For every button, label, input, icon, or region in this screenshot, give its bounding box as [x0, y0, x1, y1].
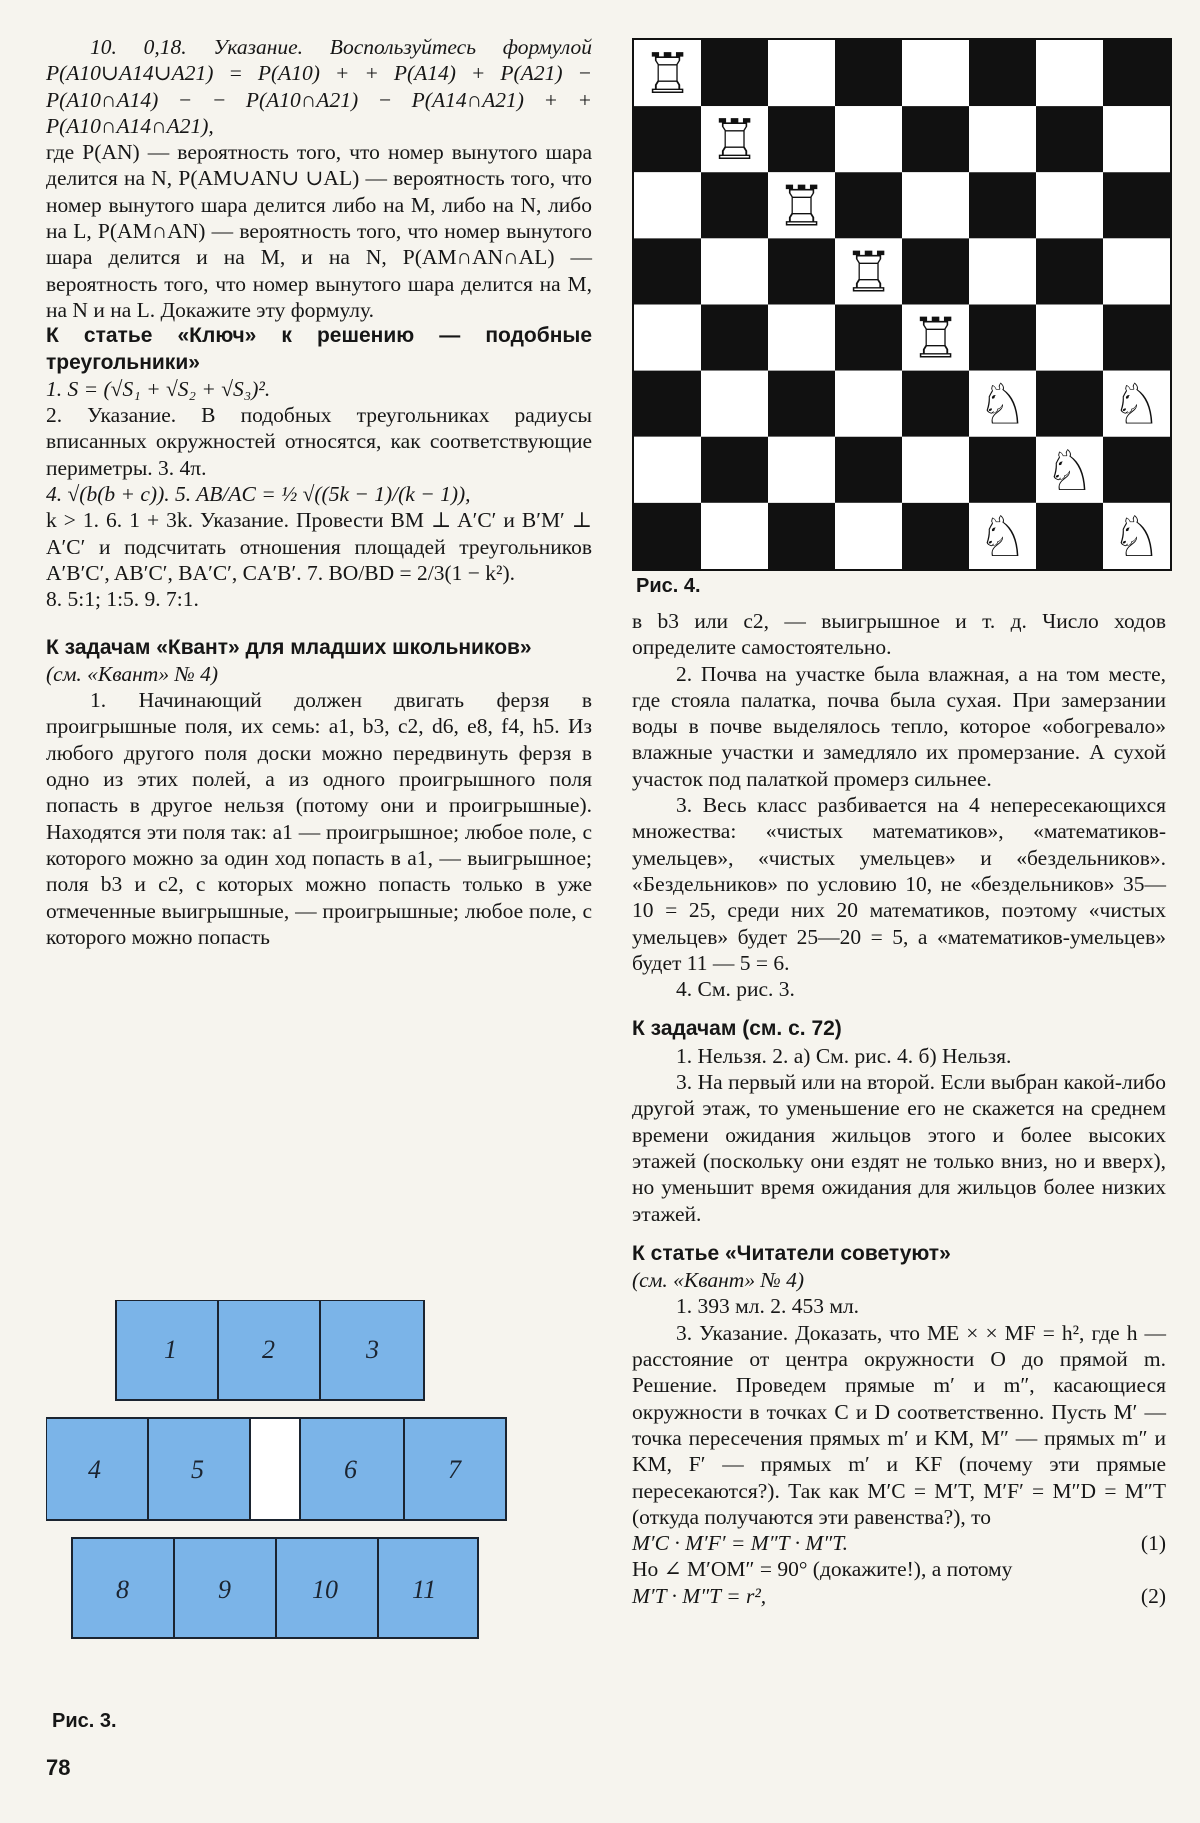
- board-square: [701, 172, 768, 238]
- cell-label-2: 2: [262, 1335, 275, 1364]
- answers-volumes: 1. 393 мл. 2. 453 мл.: [676, 1294, 860, 1319]
- cell-label-11: 11: [412, 1575, 437, 1604]
- board-square: [835, 106, 902, 172]
- board-square: [1036, 106, 1103, 172]
- section-heading-key: К статье «Ключ» к решению — подобные треугольники»: [46, 324, 592, 374]
- board-square: [835, 371, 902, 437]
- board-square: [701, 437, 768, 503]
- rook-icon: ♖: [709, 108, 760, 174]
- kvant-reference-2: (см. «Квант» № 4): [632, 1268, 805, 1293]
- board-square: [1036, 503, 1103, 569]
- board-square: [634, 437, 701, 503]
- board-square: [634, 305, 701, 371]
- board-square: [835, 503, 902, 569]
- cell-label-4: 4: [88, 1455, 101, 1484]
- queen-problem-solution: 1. Начинающий должен двигать ферзя в проигрышные поля, их семь: a1, b3, c2, d6, e8, f4, h5. Из любого другого поля доски можно передвинуть ферзя в одно из этих полей, а из одного проигрышного поля попасть в другое нельзя (потому они и проигрышные). Находятся эти поля так: a1 — проигрышное; любое поле, с которого можно за один ход попасть в a1, — выигрышное; поля b3 и c2, с которых можно попасть только в уже отмеченные выигрышные, — проигрышные; любое поле, с которого можно попасть: [46, 688, 592, 949]
- chessboard-figure: [632, 38, 1172, 571]
- board-square: [768, 437, 835, 503]
- answer-10: 10. 0,18. Указание. Воспользуйтесь формулой P(A10∪A14∪A21) = P(A10) + + P(A14) + P(A21) − P(A10∩A14) − − P(A10∩A21) − P(A14∩A21) + + P(A10∩A14∩A21),: [46, 35, 592, 138]
- equation-2-number: (2): [1140, 1583, 1166, 1608]
- answer-soil: 2. Почва на участке была влажная, а на том месте, где стояла палатка, почва была сухая. При замерзании воды в почве выделялось тепло, которое «обогревало» влажные участки и замедляло их промерзание. А сухой участок под палаткой промерз сильнее.: [632, 661, 1166, 791]
- board-square: [634, 238, 701, 304]
- equation-1-text: M′C · M′F′ = M″T · M″T.: [632, 1531, 848, 1556]
- cell-label-7: 7: [448, 1455, 461, 1484]
- knight-icon: ♘: [977, 372, 1028, 438]
- cell-label-10: 10: [312, 1575, 338, 1604]
- rook-icon: ♖: [776, 174, 827, 240]
- formula-explanation: где P(AN) — вероятность того, что номер вынутого шара делится на N, P(AM∪AN∪ ∪AL) — вероятность того, что номер вынутого шара делится либо на M, либо на N, либо на L, P(AM∩AN) — вероятность того, что номер вынутого шара делится и на M, и на N, P(AM∩AN∩AL) — вероятность того, что номер вынутого шара делится на M, на N и на L. Докажите эту формулу.: [46, 140, 592, 322]
- right-column: [632, 576, 1166, 1609]
- cell-label-1: 1: [164, 1335, 177, 1364]
- equation-2-text: M′T · M″T = r²,: [632, 1583, 767, 1608]
- figure-3-diagram: [46, 1300, 592, 1660]
- geometry-solution: 3. Указание. Доказать, что ME × × MF = h², где h — расстояние от центра окружности O до прямой m. Решение. Проведем прямые m′ и m″, касающиеся окружности в точках C и D соответственно. Пусть M′ — точка пересечения прямых m′ и KM, M″ — прямых m″ и KM, F′ — прямых m′ и KF (почему эти прямые пересекаются?). Так как M′C = M′T, M′F′ = M″D = M″T (откуда получаются эти равенства?), то: [632, 1320, 1166, 1529]
- figure-4-caption: Рис. 4.: [636, 575, 701, 597]
- board-square: [634, 371, 701, 437]
- rook-icon: ♖: [642, 42, 693, 108]
- left-column: [46, 34, 592, 950]
- board-square: [969, 40, 1036, 106]
- board-square: [701, 371, 768, 437]
- board-square: [1103, 305, 1170, 371]
- board-square: [1036, 371, 1103, 437]
- board-square: [969, 437, 1036, 503]
- board-square: [969, 305, 1036, 371]
- kvant-reference: (см. «Квант» № 4): [46, 661, 219, 686]
- answer-class-sets: 3. Весь класс разбивается на 4 непересекающихся множества: «чистых математиков», «математиков-умельцев», «чистых умельцев» и «бездельников». «Бездельников» по условию 10, не «бездельников» 35—10 = 25, среди них 20 математиков, поэтому «чистых умельцев» будет 25—20 = 5, а «математиков-умельцев» будет 11 — 5 = 6.: [632, 793, 1166, 975]
- board-square: [634, 172, 701, 238]
- board-square: [1103, 106, 1170, 172]
- board-square: [768, 305, 835, 371]
- rook-icon: ♖: [910, 306, 961, 372]
- knight-icon: ♘: [1044, 438, 1095, 504]
- board-square: [768, 238, 835, 304]
- knight-icon: ♘: [1111, 372, 1162, 438]
- board-square: [902, 437, 969, 503]
- cell-label-5: 5: [191, 1455, 204, 1484]
- rook-icon: ♖: [843, 240, 894, 306]
- answers-1-2: 1. Нельзя. 2. а) См. рис. 4. б) Нельзя.: [676, 1043, 1012, 1068]
- board-square: [969, 106, 1036, 172]
- board-square: [902, 172, 969, 238]
- board-square: [835, 305, 902, 371]
- cell-label-6: 6: [344, 1455, 357, 1484]
- knight-icon: ♘: [977, 504, 1028, 570]
- angle-statement: Но ∠ M′OM″ = 90° (докажите!), а потому: [632, 1557, 1013, 1582]
- section-heading-problems-p72: К задачам (см. с. 72): [632, 1017, 842, 1041]
- board-square: [835, 437, 902, 503]
- section-heading-kvant-junior: К задачам «Квант» для младших школьников»: [46, 635, 532, 659]
- board-square: [634, 106, 701, 172]
- board-square: [1103, 40, 1170, 106]
- board-square: [1103, 437, 1170, 503]
- board-square: [969, 172, 1036, 238]
- board-square: [1036, 172, 1103, 238]
- board-square: [969, 238, 1036, 304]
- board-square: [701, 503, 768, 569]
- board-square: [768, 371, 835, 437]
- board-square: [902, 503, 969, 569]
- answers-2-3: 2. Указание. В подобных треугольниках радиусы вписанных окружностей относятся, как соответствующие периметры. 3. 4π.: [46, 403, 592, 480]
- cell-label-3: 3: [366, 1335, 379, 1364]
- knight-icon: ♘: [1111, 504, 1162, 570]
- board-square: [768, 503, 835, 569]
- board-square: [835, 172, 902, 238]
- cell-label-9: 9: [218, 1575, 231, 1604]
- board-square: [1036, 40, 1103, 106]
- board-square: [701, 305, 768, 371]
- board-square: [902, 238, 969, 304]
- answer-elevator: 3. На первый или на второй. Если выбран какой-либо другой этаж, то уменьшение его не скажется на среднем времени ожидания жильцов этого и более высоких этажей (поскольку они ездят не только вниз, но и вверх), но уменьшит время ожидания для жильцов более низких этажей.: [632, 1070, 1166, 1226]
- board-square: [701, 40, 768, 106]
- answers-6-7: k > 1. 6. 1 + 3k. Указание. Провести BM ⊥ A′C′ и B′M′ ⊥ A′C′ и подсчитать отношения площадей треугольников A′B′C′, AB′C′, BA′C′, CA′B′. 7. BO/BD = 2/3(1 − k²).: [46, 508, 592, 585]
- board-square: [634, 503, 701, 569]
- equation-1: [632, 1530, 1166, 1556]
- board-square: [902, 106, 969, 172]
- cell-label-8: 8: [116, 1575, 129, 1604]
- board-square: [1036, 238, 1103, 304]
- board-square: [1103, 238, 1170, 304]
- figure-3-caption: Рис. 3.: [52, 1710, 117, 1732]
- equation-1-number: (1): [1140, 1531, 1166, 1556]
- page-number: 78: [46, 1755, 71, 1780]
- section-heading-readers-advise: К статье «Читатели советуют»: [632, 1241, 951, 1265]
- board-square: [768, 106, 835, 172]
- formula-area: 1. S = (√S₁ + √S₂ + √S₃)².: [46, 376, 271, 401]
- board-square: [1036, 305, 1103, 371]
- board-square: [701, 238, 768, 304]
- board-square: [902, 40, 969, 106]
- answers-8-9: 8. 5:1; 1:5. 9. 7:1.: [46, 587, 199, 612]
- answers-4-5: 4. √(b(b + c)). 5. AB/AC = ½ √((5k − 1)/(k − 1)),: [46, 482, 471, 507]
- continuation-text: в b3 или c2, — выигрышное и т. д. Число ходов определите самостоятельно.: [632, 609, 1166, 660]
- board-square: [768, 40, 835, 106]
- empty-gap: [250, 1418, 300, 1520]
- board-square: [835, 40, 902, 106]
- equation-2: [632, 1583, 1166, 1609]
- board-square: [902, 371, 969, 437]
- board-square: [1103, 172, 1170, 238]
- answer-see-fig3: 4. См. рис. 3.: [676, 977, 795, 1002]
